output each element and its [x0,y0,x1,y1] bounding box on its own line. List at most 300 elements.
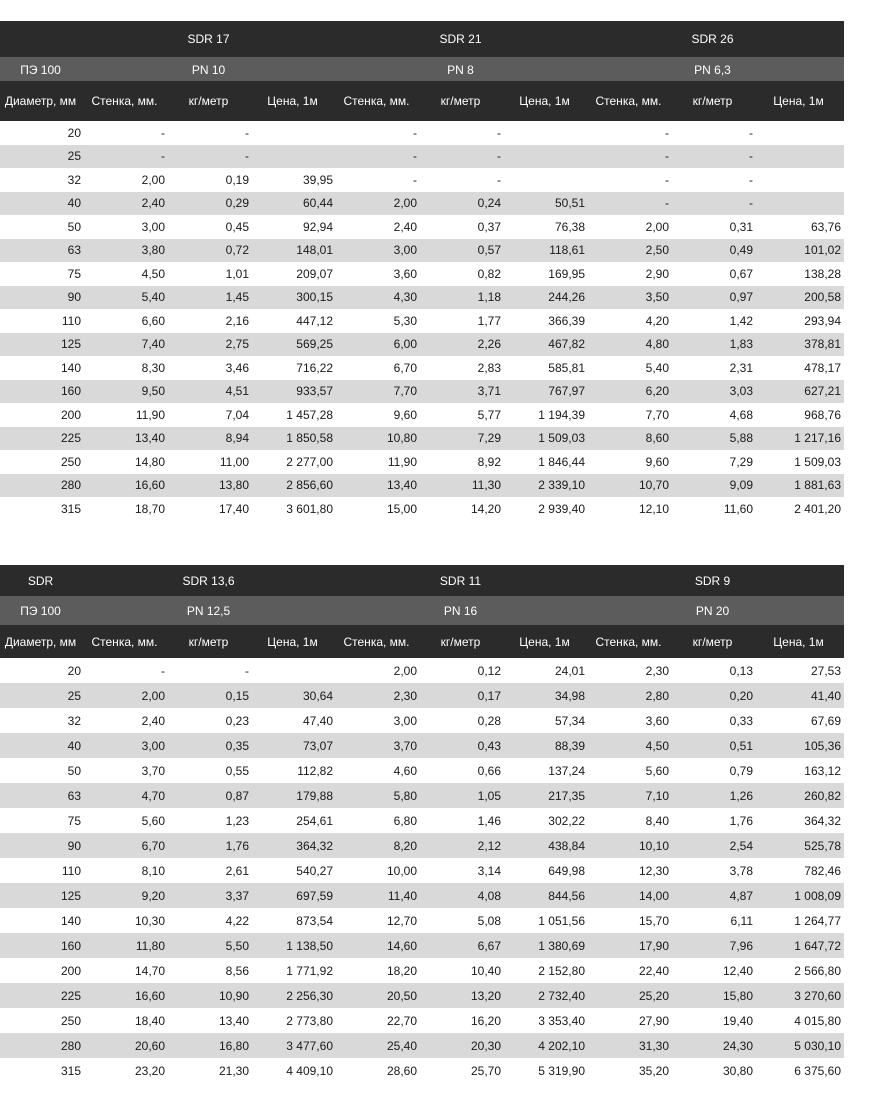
table-row [0,427,844,451]
sdr-group-3: SDR 9 [672,565,756,596]
sdr-label [0,21,84,57]
cell-weight: 1,45 [168,286,252,310]
cell-wall: 11,40 [336,883,420,908]
cell-weight: 1,76 [168,833,252,858]
cell-weight: 0,12 [420,658,504,683]
table-row [0,356,844,380]
col-price: Цена, 1м [504,81,588,121]
cell-diameter: 200 [0,958,84,983]
cell-diameter: 125 [0,883,84,908]
cell-price: 300,15 [252,286,336,310]
col-price: Цена, 1м [756,81,844,121]
cell-wall: 3,60 [588,708,672,733]
cell-weight: 10,90 [168,983,252,1008]
cell-wall: - [336,121,420,145]
cell-wall: - [588,145,672,169]
cell-weight: 11,60 [672,497,756,521]
cell-weight: 5,77 [420,403,504,427]
cell-weight: 6,11 [672,908,756,933]
cell-diameter: 40 [0,192,84,216]
cell-wall: 8,10 [84,858,168,883]
cell-wall: 4,80 [588,333,672,357]
table-row [0,121,844,145]
cell-price: 467,82 [504,333,588,357]
cell-weight: 4,22 [168,908,252,933]
cell-wall: 35,20 [588,1058,672,1083]
cell-price: 1 138,50 [252,933,336,958]
cell-diameter: 110 [0,858,84,883]
cell-wall: 2,50 [588,239,672,263]
cell-diameter: 75 [0,808,84,833]
cell-price [756,192,844,216]
cell-price: 302,22 [504,808,588,833]
cell-weight: 0,23 [168,708,252,733]
table-row [0,145,844,169]
cell-wall: - [588,168,672,192]
cell-weight: 0,49 [672,239,756,263]
cell-wall: 5,80 [336,783,420,808]
cell-weight: - [420,168,504,192]
sdr-group-2: SDR 21 [420,21,504,57]
cell-wall: 20,60 [84,1033,168,1058]
cell-diameter: 20 [0,121,84,145]
cell-weight: 0,37 [420,215,504,239]
cell-wall: 14,70 [84,958,168,983]
table-row [0,262,844,286]
cell-diameter: 315 [0,497,84,521]
sdr-group-2: SDR 11 [420,565,504,596]
sdr-group-1: SDR 13,6 [168,565,252,596]
table-row [0,450,844,474]
cell-wall: - [336,168,420,192]
cell-diameter: 50 [0,758,84,783]
cell-weight: 7,29 [420,427,504,451]
cell-wall: 2,30 [588,658,672,683]
cell-weight: 0,33 [672,708,756,733]
cell-wall: 3,80 [84,239,168,263]
cell-price: 169,95 [504,262,588,286]
table-row [0,758,844,783]
pn-group-1: PN 10 [168,57,252,81]
sdr-group-1: SDR 17 [168,21,252,57]
cell-price: 2 939,40 [504,497,588,521]
pn-group-1: PN 12,5 [168,596,252,625]
cell-weight: 2,16 [168,309,252,333]
cell-weight: 2,83 [420,356,504,380]
cell-wall: 2,80 [588,683,672,708]
cell-weight: 1,01 [168,262,252,286]
cell-price: 163,12 [756,758,844,783]
cell-wall: 17,90 [588,933,672,958]
col-diameter: Диаметр, мм [0,81,84,121]
cell-wall: 6,00 [336,333,420,357]
cell-wall: - [84,145,168,169]
cell-weight: 1,42 [672,309,756,333]
table-row [0,215,844,239]
cell-price: 6 375,60 [756,1058,844,1083]
cell-wall: 13,40 [84,427,168,451]
table-row [0,958,844,983]
cell-wall: 2,90 [588,262,672,286]
cell-price: 76,38 [504,215,588,239]
table-row [0,474,844,498]
cell-wall: 2,00 [84,168,168,192]
cell-weight: 11,30 [420,474,504,498]
pn-group-3: PN 20 [672,596,756,625]
cell-weight: 1,46 [420,808,504,833]
cell-diameter: 125 [0,333,84,357]
sdr-header-row [0,565,844,596]
cell-weight: 0,35 [168,733,252,758]
material-label: ПЭ 100 [0,57,84,81]
cell-wall: 2,40 [84,192,168,216]
cell-weight: 0,15 [168,683,252,708]
cell-weight: 1,77 [420,309,504,333]
cell-price: 1 509,03 [504,427,588,451]
cell-wall: 20,50 [336,983,420,1008]
cell-wall: 12,70 [336,908,420,933]
cell-wall: 23,20 [84,1058,168,1083]
cell-price: 1 051,56 [504,908,588,933]
cell-weight: - [672,145,756,169]
cell-diameter: 63 [0,783,84,808]
cell-price [252,658,336,683]
cell-price: 60,44 [252,192,336,216]
cell-weight: 0,87 [168,783,252,808]
cell-price [504,121,588,145]
cell-weight: 0,72 [168,239,252,263]
cell-wall: 3,60 [336,262,420,286]
cell-weight: - [672,192,756,216]
cell-wall: 4,70 [84,783,168,808]
col-weight: кг/метр [672,81,756,121]
cell-wall: 16,60 [84,983,168,1008]
cell-price: 41,40 [756,683,844,708]
cell-price: 1 771,92 [252,958,336,983]
cell-wall: 7,40 [84,333,168,357]
cell-wall: 14,00 [588,883,672,908]
cell-wall: 3,00 [336,708,420,733]
cell-diameter: 63 [0,239,84,263]
cell-price [756,168,844,192]
cell-diameter: 32 [0,168,84,192]
cell-price: 73,07 [252,733,336,758]
cell-price: 27,53 [756,658,844,683]
cell-price: 3 601,80 [252,497,336,521]
table-row [0,403,844,427]
cell-price: 366,39 [504,309,588,333]
cell-weight: 13,80 [168,474,252,498]
cell-weight: 0,29 [168,192,252,216]
cell-price: 716,22 [252,356,336,380]
cell-price: 47,40 [252,708,336,733]
price-table-sdr13-11-9 [0,565,844,1083]
cell-price: 112,82 [252,758,336,783]
cell-price: 200,58 [756,286,844,310]
cell-weight: 11,00 [168,450,252,474]
cell-wall: 10,70 [588,474,672,498]
cell-diameter: 140 [0,908,84,933]
cell-weight: 3,03 [672,380,756,404]
cell-weight: 10,40 [420,958,504,983]
cell-price: 585,81 [504,356,588,380]
cell-diameter: 25 [0,683,84,708]
sdr-label: SDR [0,565,84,596]
cell-wall: 10,00 [336,858,420,883]
cell-wall: 2,00 [588,215,672,239]
cell-price: 569,25 [252,333,336,357]
cell-wall: 8,20 [336,833,420,858]
cell-weight: 25,70 [420,1058,504,1083]
cell-price [504,145,588,169]
cell-weight: 5,08 [420,908,504,933]
cell-price: 24,01 [504,658,588,683]
cell-wall: 2,00 [84,683,168,708]
cell-price [756,121,844,145]
cell-price: 627,21 [756,380,844,404]
cell-price: 179,88 [252,783,336,808]
cell-wall: 3,00 [84,215,168,239]
cell-weight: 3,71 [420,380,504,404]
cell-wall: 15,70 [588,908,672,933]
cell-price [504,168,588,192]
cell-weight: 14,20 [420,497,504,521]
cell-price: 1 881,63 [756,474,844,498]
cell-wall: 16,60 [84,474,168,498]
cell-weight: 3,14 [420,858,504,883]
cell-price: 260,82 [756,783,844,808]
cell-price: 137,24 [504,758,588,783]
cell-price: 209,07 [252,262,336,286]
cell-weight: 1,76 [672,808,756,833]
cell-price: 1 457,28 [252,403,336,427]
cell-weight: 1,05 [420,783,504,808]
cell-weight: 0,43 [420,733,504,758]
cell-wall: 6,70 [84,833,168,858]
cell-weight: 3,37 [168,883,252,908]
cell-price: 4 015,80 [756,1008,844,1033]
cell-wall: 27,90 [588,1008,672,1033]
cell-weight: 4,08 [420,883,504,908]
col-wall: Стенка, мм. [588,81,672,121]
column-header-row [0,625,844,658]
cell-price: 5 319,90 [504,1058,588,1083]
cell-weight: 2,61 [168,858,252,883]
cell-price: 34,98 [504,683,588,708]
cell-price: 697,59 [252,883,336,908]
cell-price: 540,27 [252,858,336,883]
cell-price: 1 008,09 [756,883,844,908]
cell-weight: 6,67 [420,933,504,958]
cell-wall: 2,40 [84,708,168,733]
cell-wall: 4,20 [588,309,672,333]
cell-wall: 22,40 [588,958,672,983]
cell-wall: 6,20 [588,380,672,404]
cell-wall: - [84,658,168,683]
col-weight: кг/метр [168,81,252,121]
cell-wall: 25,20 [588,983,672,1008]
cell-wall: 22,70 [336,1008,420,1033]
cell-weight: 21,30 [168,1058,252,1083]
cell-wall: 15,00 [336,497,420,521]
cell-price: 1 194,39 [504,403,588,427]
cell-weight: 5,88 [672,427,756,451]
table-row [0,380,844,404]
cell-price: 254,61 [252,808,336,833]
cell-price: 1 217,16 [756,427,844,451]
col-diameter: Диаметр, мм [0,625,84,658]
cell-price: 1 647,72 [756,933,844,958]
cell-weight: 1,26 [672,783,756,808]
table-row [0,192,844,216]
table-row [0,983,844,1008]
cell-wall: 9,60 [588,450,672,474]
table-row [0,333,844,357]
cell-weight: 24,30 [672,1033,756,1058]
cell-diameter: 160 [0,380,84,404]
cell-wall: - [588,192,672,216]
cell-price: 873,54 [252,908,336,933]
cell-diameter: 20 [0,658,84,683]
cell-wall: 8,40 [588,808,672,833]
cell-wall: 4,30 [336,286,420,310]
cell-weight: 0,66 [420,758,504,783]
cell-price: 438,84 [504,833,588,858]
cell-price: 2 732,40 [504,983,588,1008]
cell-price: 364,32 [756,808,844,833]
cell-weight: 3,78 [672,858,756,883]
cell-price: 3 270,60 [756,983,844,1008]
cell-weight: 4,87 [672,883,756,908]
cell-weight: 20,30 [420,1033,504,1058]
pn-header-row [0,596,844,625]
cell-wall: 18,70 [84,497,168,521]
cell-diameter: 280 [0,1033,84,1058]
col-weight: кг/метр [672,625,756,658]
cell-price: 92,94 [252,215,336,239]
cell-weight: - [168,658,252,683]
cell-wall: 6,80 [336,808,420,833]
cell-weight: 7,04 [168,403,252,427]
cell-wall: 11,80 [84,933,168,958]
cell-weight: 2,12 [420,833,504,858]
cell-weight: 0,28 [420,708,504,733]
cell-diameter: 225 [0,983,84,1008]
cell-wall: 3,00 [84,733,168,758]
col-weight: кг/метр [420,81,504,121]
cell-weight: - [672,121,756,145]
cell-wall: 7,70 [588,403,672,427]
cell-wall: 8,30 [84,356,168,380]
cell-wall: 3,70 [336,733,420,758]
col-wall: Стенка, мм. [588,625,672,658]
cell-wall: 5,30 [336,309,420,333]
cell-weight: 0,19 [168,168,252,192]
cell-weight: 0,67 [672,262,756,286]
cell-price [252,121,336,145]
cell-price: 4 409,10 [252,1058,336,1083]
table-row [0,708,844,733]
cell-weight: 16,20 [420,1008,504,1033]
cell-weight: - [168,121,252,145]
table-row [0,1008,844,1033]
cell-price: 364,32 [252,833,336,858]
cell-price: 2 566,80 [756,958,844,983]
cell-price: 1 380,69 [504,933,588,958]
cell-weight: 1,23 [168,808,252,833]
cell-wall: 10,10 [588,833,672,858]
table-row [0,168,844,192]
cell-wall: 2,00 [336,192,420,216]
cell-wall: 11,90 [84,403,168,427]
cell-price: 844,56 [504,883,588,908]
cell-wall: - [84,121,168,145]
cell-weight: 0,57 [420,239,504,263]
cell-diameter: 40 [0,733,84,758]
cell-price: 2 856,60 [252,474,336,498]
cell-price [756,145,844,169]
cell-weight: 7,96 [672,933,756,958]
cell-weight: 0,79 [672,758,756,783]
cell-weight: 4,51 [168,380,252,404]
cell-wall: 11,90 [336,450,420,474]
cell-price: 148,01 [252,239,336,263]
cell-diameter: 280 [0,474,84,498]
cell-price: 447,12 [252,309,336,333]
table-row [0,733,844,758]
cell-weight: 30,80 [672,1058,756,1083]
cell-diameter: 90 [0,833,84,858]
cell-diameter: 50 [0,215,84,239]
sdr-group-3: SDR 26 [672,21,756,57]
cell-price: 1 850,58 [252,427,336,451]
cell-price: 1 264,77 [756,908,844,933]
table-row [0,658,844,683]
cell-weight: 19,40 [672,1008,756,1033]
cell-weight: 0,97 [672,286,756,310]
col-price: Цена, 1м [756,625,844,658]
cell-price: 933,57 [252,380,336,404]
table-row [0,1058,844,1083]
cell-diameter: 160 [0,933,84,958]
col-weight: кг/метр [420,625,504,658]
cell-weight: - [420,121,504,145]
cell-diameter: 140 [0,356,84,380]
table-row [0,497,844,521]
cell-price: 3 477,60 [252,1033,336,1058]
cell-price: 525,78 [756,833,844,858]
cell-price: 88,39 [504,733,588,758]
col-price: Цена, 1м [252,625,336,658]
cell-wall: 13,40 [336,474,420,498]
cell-wall: 5,40 [588,356,672,380]
cell-wall: 6,70 [336,356,420,380]
cell-price: 5 030,10 [756,1033,844,1058]
cell-wall: 12,30 [588,858,672,883]
cell-wall: 3,50 [588,286,672,310]
cell-wall: 28,60 [336,1058,420,1083]
cell-weight: - [168,145,252,169]
sdr-header-row [0,21,844,57]
cell-price: 2 277,00 [252,450,336,474]
cell-diameter: 225 [0,427,84,451]
cell-wall: 3,00 [336,239,420,263]
cell-wall: 14,80 [84,450,168,474]
cell-wall: 4,50 [588,733,672,758]
cell-price: 39,95 [252,168,336,192]
cell-diameter: 250 [0,1008,84,1033]
cell-weight: - [672,168,756,192]
